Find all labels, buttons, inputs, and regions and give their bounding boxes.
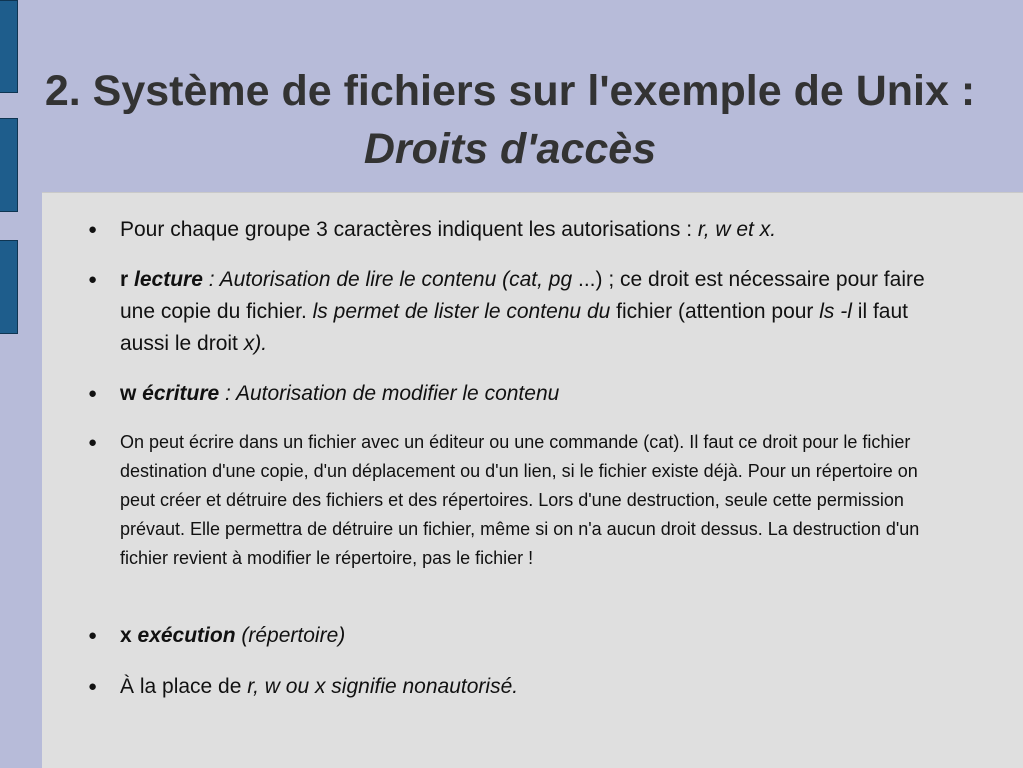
text-segment: r, w et x. — [697, 218, 777, 241]
text-segment: w — [120, 382, 143, 405]
text-segment: Pour chaque groupe 3 caractères indiquent les autorisations : — [120, 218, 698, 241]
text-segment: exécution — [137, 624, 236, 647]
bullet-icon: ● — [88, 385, 98, 402]
bullet-item-write — [88, 378, 952, 410]
text-segment: x). — [243, 332, 268, 355]
text-segment: lecture — [134, 268, 203, 291]
text-segment: r, w ou x signifie nonautorisé. — [247, 675, 519, 698]
slide-title-italic: Droits d'accès — [363, 125, 657, 173]
side-decoration-bar — [0, 240, 18, 334]
bullet-icon: ● — [88, 271, 98, 288]
bullet-icon: ● — [88, 678, 98, 695]
slide-title — [40, 62, 980, 178]
bullet-item-permissions-intro — [88, 214, 952, 246]
side-decoration-bar — [0, 118, 18, 212]
side-decoration-bar — [0, 0, 18, 93]
text-segment: : Autorisation de lire le contenu (cat, pg — [202, 268, 578, 291]
slide-title-plain: 2. Système de fichiers sur l'exemple de Unix : — [44, 67, 976, 115]
bullet-icon: ● — [88, 627, 98, 644]
bullet-item-read — [88, 264, 952, 360]
text-segment: écriture — [142, 382, 220, 405]
text-segment: (répertoire) — [235, 624, 346, 647]
text-segment: r — [120, 268, 135, 291]
text-segment: On peut écrire dans un fichier avec un éditeur ou une commande (cat). Il faut ce droit pour le fichier destination d'une copie, d'un déplacement ou d'un lien, si le fichier existe déjà. Pour un répertoire on peut créer et détruire des fichiers et des répertoires. Lors d'une destruction, seule cette permission prévaut. Elle permettra de détruire un fichier, même si on n'a aucun droit dessus. La destruction d'un fichier revient à modifier le répertoire, pas le fichier ! — [120, 432, 920, 568]
bullet-item-no-permission — [88, 671, 952, 703]
text-segment: x — [120, 624, 138, 647]
bullet-item-write-details — [88, 428, 956, 573]
text-segment: il faut aussi le droit — [120, 300, 908, 355]
text-segment: ...) ; ce droit est nécessaire pour faire une copie du fichier. — [120, 268, 925, 323]
text-segment: À la place de — [120, 675, 248, 698]
text-segment: ls permet de lister le contenu du — [312, 300, 611, 323]
content-panel — [42, 192, 1023, 768]
text-segment: fichier (attention pour — [610, 300, 820, 323]
text-segment: : Autorisation de modifier le contenu — [219, 382, 560, 405]
bullet-icon: ● — [88, 434, 98, 451]
text-segment: ls -l — [819, 300, 852, 323]
bullet-item-execute — [88, 620, 952, 652]
bullet-icon: ● — [88, 221, 98, 238]
